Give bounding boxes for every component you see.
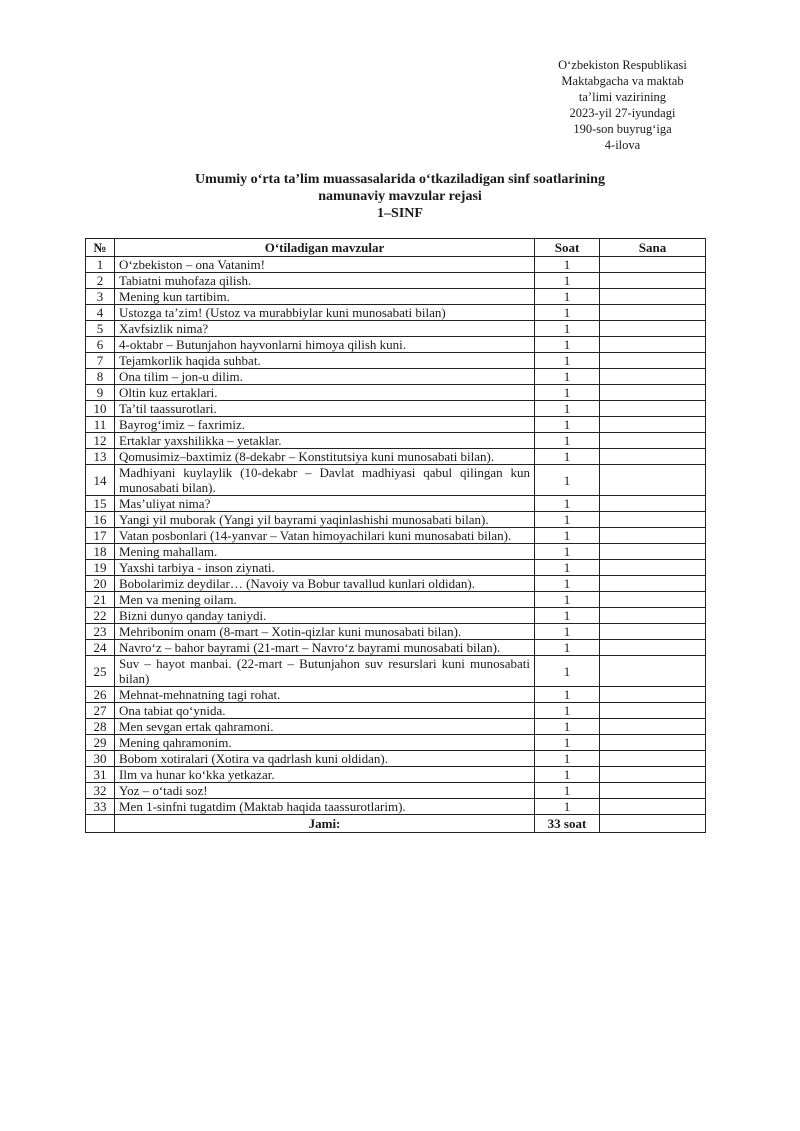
row-hours: 1 — [535, 337, 600, 353]
table-row — [86, 703, 706, 719]
row-hours: 1 — [535, 576, 600, 592]
row-hours: 1 — [535, 544, 600, 560]
row-date — [600, 305, 706, 321]
row-topic: Yaxshi tarbiya - inson ziynati. — [115, 560, 535, 576]
table-row — [86, 735, 706, 751]
row-number: 9 — [86, 385, 115, 401]
row-hours: 1 — [535, 719, 600, 735]
row-date — [600, 417, 706, 433]
row-hours: 1 — [535, 417, 600, 433]
row-hours: 1 — [535, 401, 600, 417]
table-row — [86, 417, 706, 433]
row-hours: 1 — [535, 353, 600, 369]
table-row — [86, 751, 706, 767]
row-number: 22 — [86, 608, 115, 624]
row-date — [600, 337, 706, 353]
table-row — [86, 433, 706, 449]
row-hours: 1 — [535, 592, 600, 608]
row-number: 19 — [86, 560, 115, 576]
row-hours: 1 — [535, 433, 600, 449]
row-date — [600, 544, 706, 560]
row-number: 20 — [86, 576, 115, 592]
row-hours: 1 — [535, 449, 600, 465]
row-number: 15 — [86, 496, 115, 512]
row-number: 18 — [86, 544, 115, 560]
table-row — [86, 401, 706, 417]
row-date — [600, 735, 706, 751]
table-row — [86, 496, 706, 512]
document-title — [0, 171, 800, 222]
approval-line: O‘zbekiston Respublikasi — [558, 58, 687, 72]
row-number: 31 — [86, 767, 115, 783]
row-topic: Vatan posbonlari (14-yanvar – Vatan himoyachilari kuni munosabati bilan). — [115, 528, 535, 544]
row-hours: 1 — [535, 257, 600, 273]
row-topic: Bobolarimiz deydilar… (Navoiy va Bobur tavallud kunlari oldidan). — [115, 576, 535, 592]
row-topic: Bobom xotiralari (Xotira va qadrlash kuni oldidan). — [115, 751, 535, 767]
row-number: 33 — [86, 799, 115, 815]
row-topic: Madhiyani kuylaylik (10-dekabr – Davlat madhiyasi qabul qilingan kun munosabati bilan). — [115, 465, 535, 496]
row-date — [600, 257, 706, 273]
row-number: 2 — [86, 273, 115, 289]
row-date — [600, 401, 706, 417]
approval-line: 4-ilova — [604, 138, 641, 152]
approval-line: Maktabgacha va maktab — [561, 74, 684, 88]
row-topic: Men va mening oilam. — [115, 592, 535, 608]
row-date — [600, 703, 706, 719]
row-number: 1 — [86, 257, 115, 273]
row-number: 23 — [86, 624, 115, 640]
row-topic: Mehribonim onam (8-mart – Xotin-qizlar kuni munosabati bilan). — [115, 624, 535, 640]
table-row — [86, 640, 706, 656]
row-number: 28 — [86, 719, 115, 735]
row-date — [600, 449, 706, 465]
table-row — [86, 592, 706, 608]
row-number: 4 — [86, 305, 115, 321]
row-topic: Yangi yil muborak (Yangi yil bayrami yaqinlashishi munosabati bilan). — [115, 512, 535, 528]
row-hours: 1 — [535, 465, 600, 496]
row-topic: Ilm va hunar ko‘kka yetkazar. — [115, 767, 535, 783]
row-topic: Oltin kuz ertaklari. — [115, 385, 535, 401]
row-number: 3 — [86, 289, 115, 305]
row-topic: Suv – hayot manbai. (22-mart – Butunjahon suv resurslari kuni munosabati bilan) — [115, 656, 535, 687]
table-row — [86, 369, 706, 385]
row-date — [600, 273, 706, 289]
row-number: 17 — [86, 528, 115, 544]
row-hours: 1 — [535, 496, 600, 512]
row-number: 32 — [86, 783, 115, 799]
row-topic: Tabiatni muhofaza qilish. — [115, 273, 535, 289]
header-number: № — [86, 239, 115, 257]
row-hours: 1 — [535, 783, 600, 799]
row-date — [600, 321, 706, 337]
row-hours: 1 — [535, 385, 600, 401]
row-date — [600, 592, 706, 608]
row-topic: Ta’til taassurotlari. — [115, 401, 535, 417]
header-date: Sana — [600, 239, 706, 257]
row-number: 26 — [86, 687, 115, 703]
row-topic: O‘zbekiston – ona Vatanim! — [115, 257, 535, 273]
row-hours: 1 — [535, 289, 600, 305]
table-row — [86, 321, 706, 337]
row-number: 21 — [86, 592, 115, 608]
row-topic: Xavfsizlik nima? — [115, 321, 535, 337]
row-date — [600, 433, 706, 449]
table-row — [86, 576, 706, 592]
approval-stamp — [530, 57, 715, 153]
row-number: 29 — [86, 735, 115, 751]
table-row — [86, 449, 706, 465]
approval-line: 2023-yil 27-iyundagi — [569, 106, 676, 120]
row-number: 13 — [86, 449, 115, 465]
row-number: 24 — [86, 640, 115, 656]
table-row — [86, 273, 706, 289]
table-body — [86, 257, 706, 815]
row-date — [600, 767, 706, 783]
table-total-row — [86, 815, 706, 833]
row-hours: 1 — [535, 687, 600, 703]
table-row — [86, 385, 706, 401]
row-hours: 1 — [535, 799, 600, 815]
row-hours: 1 — [535, 512, 600, 528]
header-topic: O‘tiladigan mavzular — [115, 239, 535, 257]
table-row — [86, 624, 706, 640]
row-hours: 1 — [535, 369, 600, 385]
row-topic: Ustozga ta’zim! (Ustoz va murabbiylar kuni munosabati bilan) — [115, 305, 535, 321]
row-hours: 1 — [535, 767, 600, 783]
table-row — [86, 528, 706, 544]
row-number: 5 — [86, 321, 115, 337]
row-number: 12 — [86, 433, 115, 449]
row-date — [600, 512, 706, 528]
row-hours: 1 — [535, 624, 600, 640]
row-hours: 1 — [535, 735, 600, 751]
table-row — [86, 353, 706, 369]
row-topic: Ona tabiat qo‘ynida. — [115, 703, 535, 719]
row-hours: 1 — [535, 751, 600, 767]
total-label: Jami: — [115, 815, 535, 833]
row-date — [600, 751, 706, 767]
row-date — [600, 719, 706, 735]
row-date — [600, 528, 706, 544]
row-hours: 1 — [535, 703, 600, 719]
row-number: 11 — [86, 417, 115, 433]
table-row — [86, 544, 706, 560]
row-date — [600, 656, 706, 687]
row-topic: Ertaklar yaxshilikka – yetaklar. — [115, 433, 535, 449]
table-row — [86, 656, 706, 687]
row-number: 6 — [86, 337, 115, 353]
table-row — [86, 512, 706, 528]
row-topic: Men sevgan ertak qahramoni. — [115, 719, 535, 735]
row-hours: 1 — [535, 560, 600, 576]
title-line-1: Umumiy o‘rta ta’lim muassasalarida o‘tkaziladigan sinf soatlarining — [195, 172, 605, 187]
table-row — [86, 783, 706, 799]
table-row — [86, 305, 706, 321]
table-row — [86, 289, 706, 305]
row-number: 8 — [86, 369, 115, 385]
table-row — [86, 257, 706, 273]
row-topic: Mas’uliyat nima? — [115, 496, 535, 512]
approval-line: ta’limi vazirining — [578, 90, 667, 104]
table-row — [86, 767, 706, 783]
row-hours: 1 — [535, 305, 600, 321]
row-number: 7 — [86, 353, 115, 369]
row-hours: 1 — [535, 321, 600, 337]
row-topic: Bizni dunyo qanday taniydi. — [115, 608, 535, 624]
row-date — [600, 640, 706, 656]
row-topic: Mening qahramonim. — [115, 735, 535, 751]
table-row — [86, 608, 706, 624]
row-date — [600, 576, 706, 592]
table-header-row — [86, 239, 706, 257]
row-date — [600, 385, 706, 401]
title-line-2: namunaviy mavzular rejasi — [318, 189, 482, 204]
row-hours: 1 — [535, 608, 600, 624]
row-topic: Men 1-sinfni tugatdim (Maktab haqida taassurotlarim). — [115, 799, 535, 815]
row-date — [600, 608, 706, 624]
row-topic: Mehnat-mehnatning tagi rohat. — [115, 687, 535, 703]
row-topic: Mening mahallam. — [115, 544, 535, 560]
approval-line: 190-son buyrug‘iga — [573, 122, 672, 136]
row-topic: Mening kun tartibim. — [115, 289, 535, 305]
header-hours: Soat — [535, 239, 600, 257]
table-row — [86, 687, 706, 703]
row-topic: Ona tilim – jon-u dilim. — [115, 369, 535, 385]
row-hours: 1 — [535, 273, 600, 289]
topics-table — [85, 238, 706, 833]
row-topic: 4-oktabr – Butunjahon hayvonlarni himoya qilish kuni. — [115, 337, 535, 353]
table-row — [86, 719, 706, 735]
table-row — [86, 799, 706, 815]
row-hours: 1 — [535, 656, 600, 687]
total-date-cell — [600, 815, 706, 833]
row-topic: Tejamkorlik haqida suhbat. — [115, 353, 535, 369]
row-topic: Bayrog‘imiz – faxrimiz. — [115, 417, 535, 433]
row-number: 14 — [86, 465, 115, 496]
row-date — [600, 687, 706, 703]
row-hours: 1 — [535, 528, 600, 544]
row-number: 10 — [86, 401, 115, 417]
row-topic: Qomusimiz–baxtimiz (8-dekabr – Konstitutsiya kuni munosabati bilan). — [115, 449, 535, 465]
row-date — [600, 496, 706, 512]
row-date — [600, 560, 706, 576]
total-hours: 33 soat — [535, 815, 600, 833]
row-date — [600, 624, 706, 640]
row-date — [600, 369, 706, 385]
row-number: 25 — [86, 656, 115, 687]
table-row — [86, 560, 706, 576]
row-hours: 1 — [535, 640, 600, 656]
row-date — [600, 289, 706, 305]
row-date — [600, 799, 706, 815]
row-number: 30 — [86, 751, 115, 767]
row-date — [600, 465, 706, 496]
total-empty-cell — [86, 815, 115, 833]
title-line-3: 1–SINF — [377, 206, 423, 221]
row-date — [600, 783, 706, 799]
row-topic: Yoz – o‘tadi soz! — [115, 783, 535, 799]
row-number: 27 — [86, 703, 115, 719]
table-row — [86, 465, 706, 496]
row-topic: Navro‘z – bahor bayrami (21-mart – Navro‘z bayrami munosabati bilan). — [115, 640, 535, 656]
row-date — [600, 353, 706, 369]
table-row — [86, 337, 706, 353]
row-number: 16 — [86, 512, 115, 528]
